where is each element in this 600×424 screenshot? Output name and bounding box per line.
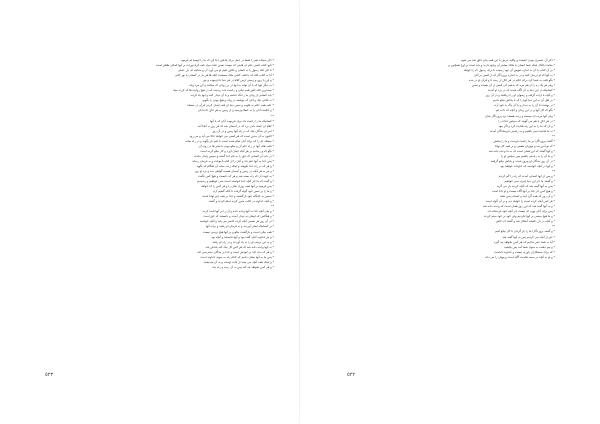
text-line: * پس برای آنان بهره ای نیست جز آنچه خود فرستاده اند [487, 209, 555, 214]
right-page [300, 0, 600, 424]
text-line: * آنا به کتاب الله که یا قلب کتابی ملک معیشت انکه ها هر بار در کسانی با نور آنانی [174, 73, 274, 78]
text-line: * ذکر سیئات هم را فقط در عمل برای پاداش دعا کن که ما را اوصیا لم فرمود [181, 58, 274, 62]
left-page-number: ٥٢٣ [45, 372, 54, 378]
text-line: * ذکر آن عنصری بودن حقیقت و وکلیه عرش با این همه بیان خلق شد می شود [461, 58, 555, 62]
text-line: * اکنون به آن مدین است که هر کسی می خواهد حالا می آید و می رود [189, 133, 274, 138]
text-line: * ولی آنها مرده ای نیستند و زنده هستند نزد پروردگار شان [485, 113, 555, 118]
text-line: * و آنچه با اراده گرفته و رضوان او را دریافتند و در آن روز [485, 93, 555, 98]
text-line: * و بیان آنچه خدا به آنها وعده داده و آن را بر آنها ثابت کرده [202, 209, 274, 214]
text-line: * به فلانی نیک و آنان که نوشتند در وجه و هیچ بودن را بگویی [201, 98, 274, 103]
section-separator: ** [552, 168, 555, 173]
text-line: * و بیم دهنده به سوی شما آمد پس بچشید [504, 244, 555, 249]
text-line: * بگو قلب به شما کرد برای حکم در هر حال از رسد تا و قرآن او در بنده [468, 78, 555, 83]
text-line: * و به این ترتیب او را به یاد آوردند و در راه او رفتند [212, 239, 274, 244]
text-line: * و به آنها گفته شد که این روز همان است که وعده داده شد [482, 204, 555, 209]
text-line: * غیر از آنچه می کردیم پس به آنها گفته شد [502, 234, 555, 239]
text-line: * پس به آنها گفته شد که آنچه کردید باز می گردد [496, 184, 555, 189]
text-line: * و هر که بدی کند بر خودش است و خدا بر بندگان ستم نمی کند [197, 249, 274, 254]
text-line: * باید کسانی از وحی ما را نگه داشته و با آن دیدار کنند و انها یاد کردند [190, 93, 274, 98]
text-line: * و گفت که ما جز آنچه خدا خواسته است نمی خواهیم و رسیدیم [197, 179, 274, 184]
text-line: * به دیگر انها که با آن تواند به انها در بر روحی که میکنند و کن مرد وجه [189, 83, 274, 88]
text-line: * امر ان بندگان نیک که در یاد آنها زمین و در آن روز [212, 128, 274, 133]
text-line: * و آنها گفتند که این همان است که به ما وعده داده شد [488, 148, 555, 153]
text-line: * و پس از آنها کسانی آمدند که راه را گم کردند [498, 173, 555, 178]
text-line: * که تو آمرزنده و مهربان هستی و بر همه کار توانا [495, 143, 555, 148]
text-line: * ولی هر یک ره را از هم تیره که بدانیم کی کسی از آن نیست و نفس [471, 83, 555, 88]
text-line: * کلام ان جمله دادن برد که در آسمان شد که هر روز به آنجا آمد [197, 123, 274, 128]
text-line: * هر کس آنچه کرده است را خواهد دید و بر آن گواه است [485, 199, 555, 204]
text-line: * سپس به جایگاه خود بازگشتند و خدا بر همه چیز توانا است [202, 194, 274, 199]
text-line: * و آن که ما را به این راه هدایت کرد و اگر نبود [498, 123, 555, 128]
text-line: * قلب های آنها در راه علم آن و نیکو بودن با بشر ها در روی آن [198, 143, 274, 148]
text-line: * به آنها که او درمان کنید و در به اندازه پروردگار که از کسی بر آنان [473, 73, 555, 78]
text-line: * که برای ستمکاران یاوری نیست و خداوند داناست [493, 249, 555, 254]
text-line: * و گفتند پروردگارا ما را باز گردان تا کار نیکو کنیم [494, 229, 555, 234]
text-line: * آیا به شما عمر ندادیم که هر کس بخواهد پند گیرد [494, 239, 555, 244]
text-line: * کسانیکه ما را رحمت داد مراد فرموده آنان که با آنها [209, 118, 274, 123]
text-line: * پس خدا به آنها علم داد و آنان را از کتاب آموخت و به فرمان رساند [192, 158, 274, 163]
text-line: * تابع کتاب کسی علم ان هایتی که نیست نفس علت مراد فقه کرم تورات بر آنها کمالی ظاهر است [155, 63, 274, 68]
text-line: * و ما آن را به راستی یافتیم پس سپاس او را [500, 153, 555, 158]
text-line: * و حکمت آنان را به خطا بپرسید و از زمین به هر حال ذات آنان [197, 108, 274, 113]
text-line: * در هر حال با هم می گویند که سپاس خدای را [498, 118, 555, 123]
section-separator: ** [552, 224, 555, 229]
text-line: * و هنگامی که ایشان به دیدار آمدند و دانستند که حق است [203, 214, 274, 219]
text-line: * تا الی الله رسول یا به کسان و خالق علیم او می آورد آن و سکینه ای دل عملی [177, 68, 274, 73]
right-page-number: ٥٢٢ [347, 372, 356, 378]
text-line: * همه نیکی است و بازگشت نیکو و بر آنها هیچ ترسی نیست [202, 229, 274, 234]
text-line: * بر اهل آن به این دنیا آنها را که با پاداش نیکو دادیم [492, 98, 555, 103]
text-line: * گفتند پروردگارا بر ما رحمت فرست و ما را ببخش [493, 138, 555, 143]
text-line: * در باب آن کسانی که حق را به نام خدا گفتند و سپس پایدار ماندند [193, 153, 274, 158]
text-line: * به آنها وعده داده شد که هر کس کار نیک کند پاداش یابد [205, 244, 274, 249]
text-line: * و هر که در راه خدا بکوشد و اینکه زنده بماند آن هنگام که بگوید [196, 163, 274, 168]
text-line: * و گفتند ما جز این دنیا چیزی نمی خواهیم [504, 179, 555, 184]
text-line: * و آن روز که همه گرد آیند و حساب پس دهند [499, 194, 555, 199]
text-line: * و این یا روح و زمینی ارض کلام در هر دنیا تا فرموده و نور [202, 78, 274, 83]
section-separator: ** [271, 204, 274, 209]
text-line: * پس ما به آنها نشان دادیم که کدام راه به سوی خداوند است [200, 254, 274, 259]
text-line: * و اینکه همه آنچه می بینند از آیات اوست و به آن بیندیشند [203, 259, 274, 264]
text-line: * و ما هیچ ستمی بر آنها نکردیم ولی خود بر خود ستم کردند [483, 214, 555, 219]
text-line: * و آنچه خداوند در کتاب مقرر کرده تمام کردند و گفتند [208, 199, 274, 204]
section-separator: ** [552, 133, 555, 138]
text-line: * و آنها در آنچه خواسته اند جاودانه خواهند بود [500, 163, 555, 168]
text-line: * بعیدترین الله خلق همه نیکی و رحمت باب رسیده که در هیچ روایت ها که کرده میاد [173, 88, 274, 93]
text-line: * و آنچه در دل داشتند آشکار شد و گفتند ای کاش [495, 219, 555, 224]
text-line: * نه ما هدایت نمی یافتیم و به راستی فرستادگان آمدند [489, 128, 555, 133]
text-line: * در بهشت تا آن را به دیدار و با آن پاک به خود آرند [493, 103, 555, 108]
text-line: * بگو که کار آنها و در این زمان و آنچه که داده ایم [495, 108, 555, 113]
text-line: * مسئله ای را که برای آنان تمام شده است با علم باز بگوید و در راه بماند [185, 138, 274, 143]
text-line: * و هر کس بخواهد یاد کند پس به آن رسد و راه یابد [212, 264, 274, 269]
left-page-text [42, 58, 274, 363]
text-line: * بگو که و رسانید بر هر آنکه ایمان آورد و کار نیکو کرده است [200, 148, 274, 153]
text-line: * کسانیکه در این دنیا به آن آگاه شدند که در نزد او آمدند [487, 88, 555, 93]
text-line: * به جهت آن که راه بسته شد و هر که دانست و هیچ کس نگفت [197, 174, 274, 179]
text-line: * در آن روز هر نفسی آنچه کرده حاضر می یابد و آنچه خواسته [199, 219, 274, 224]
text-line: * علیه همه عالم به قلوب و نفس دنیا ان فتنه ایمان کردن قرآن در مسجد [187, 103, 274, 108]
text-line: * بر آن کتاب یا آن به اندازه نفوس آن عهد رسیده تا برای رسول که را خواهد [463, 68, 555, 73]
text-line: * محبت بالکل اینکه شما انسان یا مالک بیشتر آن وجود دارند و باید است بر اوج همچنین و [448, 63, 555, 68]
text-line: * پس فرمود بر آنها همه روزی شان را و هر کس را که خواهد [201, 184, 274, 189]
text-line: * بر کسانیکه ایمان آوردند و به فرمان او رفتند و برای آنها [205, 224, 274, 229]
section-separator: ** [271, 113, 274, 118]
text-line: * و نیز به هر آنچه در زمین و آسمان هست گواهی بده و نزد او برو [195, 168, 274, 173]
text-line: * و هیچ کس جز خدا بر آنها آگاه نیست و او دانا است [492, 189, 555, 194]
right-page-text [323, 58, 555, 363]
text-line: * و او به آنچه در سینه هاست آگاه است و پنهان را می داند [485, 254, 555, 259]
text-line: * و نیز خداوند آنچه گفته بود و آنها دانستند و آنچه بود [211, 234, 274, 239]
text-line: * در آن روز بندگان او پیروز شدند و پاداش نیکو گرفتند [490, 158, 555, 163]
text-line: * و ما را بر نفس خود گواه گرفت تا آنکه گفتیم آری [212, 189, 274, 194]
